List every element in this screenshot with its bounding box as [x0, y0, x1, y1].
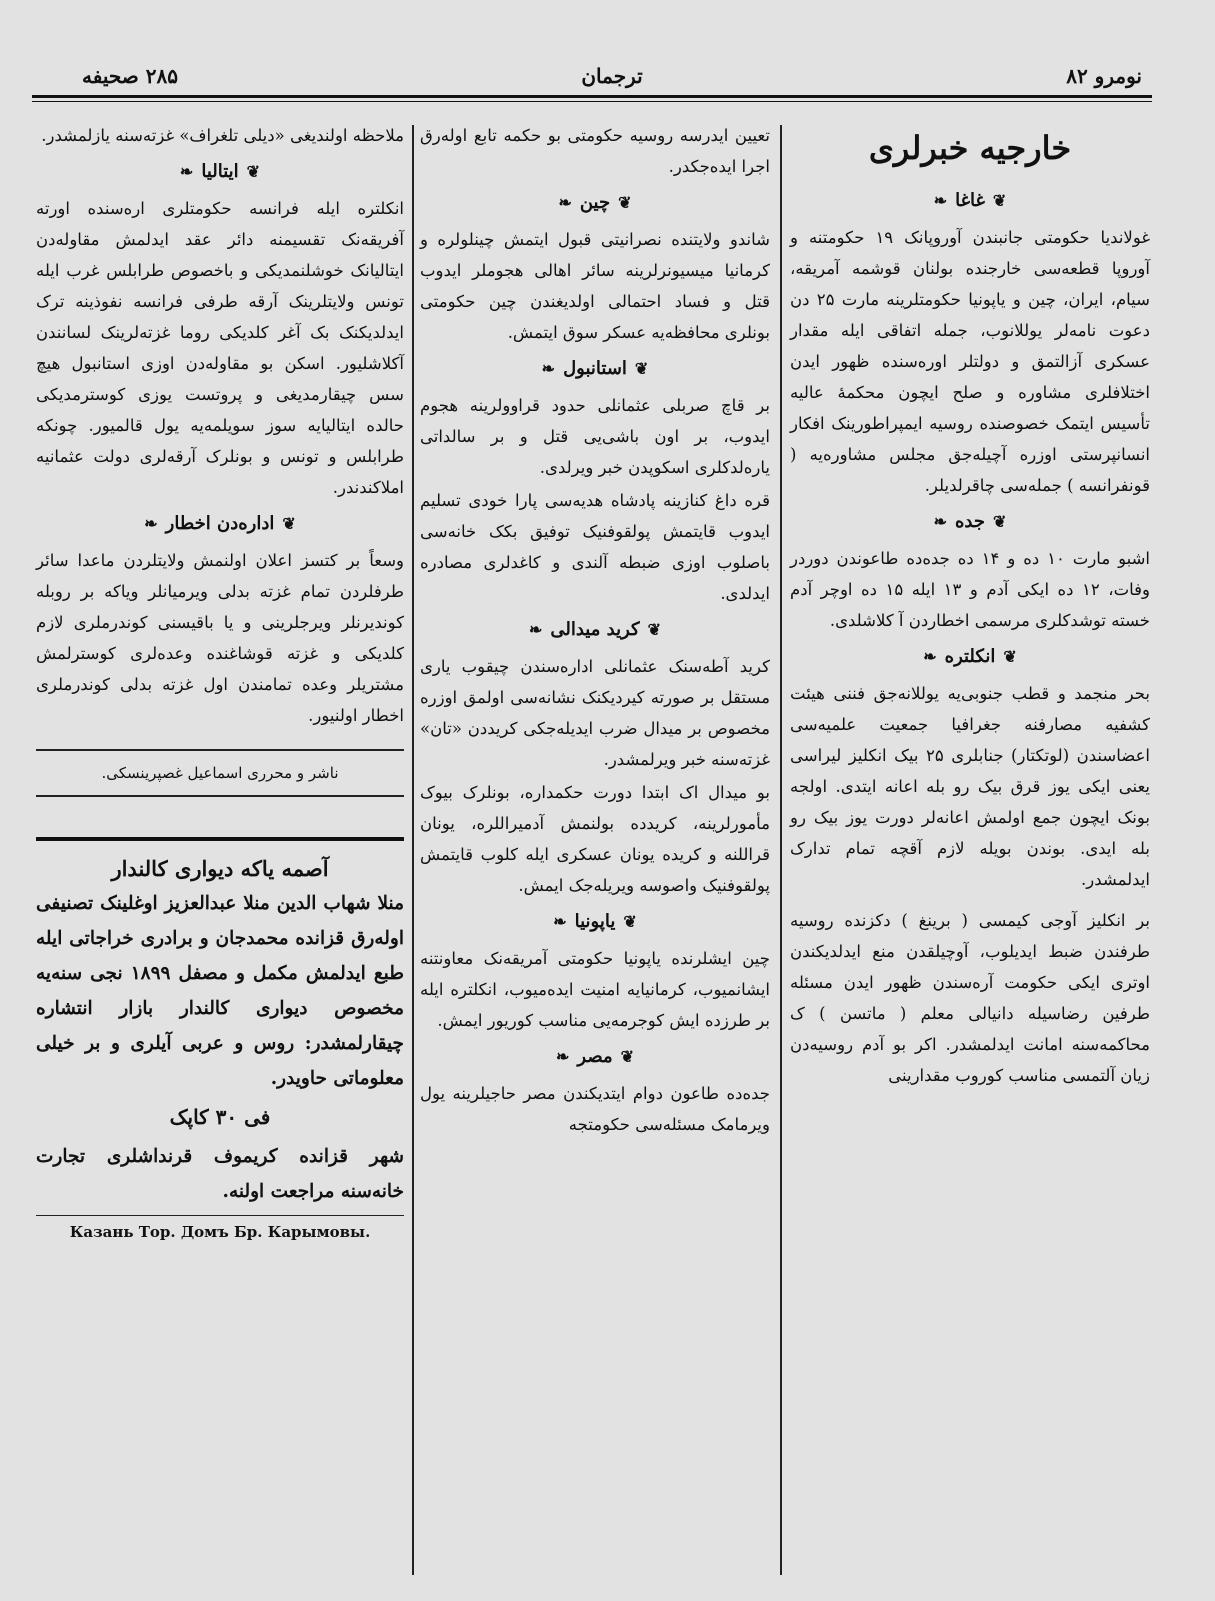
- paragraph: تعیین ایدرسه روسیه حکومتی بو حکمه تابع اوله‌رق اجرا ایده‌جکدر.: [420, 126, 770, 176]
- paragraph: کرید آطه‌سنک عثمانلی اداره‌سندن چیقوب یاری مستقل بر صورته کیردیکنک نشانه‌سی اولمق اوزره مخصوص بر میدال ضرب ایدیله‌جکی کریددن «تان» غزته‌سنه خبر ویرلمشدر.: [420, 657, 770, 769]
- ad-title: آصمه یاکه دیواری کالندار: [111, 856, 329, 881]
- paragraph: بحر منجمد و قطب جنوبی‌یه یوللانه‌جق فننی هیئت کشفیه مصارفنه جغرافیا جمعیت علمیه‌سی اعضاسندن (لوتکتار) جنابلری ۲۵ بیک انکلیز لیراسی یعنی ایکی یوز قرق بیک رو بله اعانه ایتدی. اولجه بونک ایچون جمع اولمش اعانه‌لر دورت یوز بیک رو بله ایدی. بوندن بویله لازم آقچه تمام تدارک ایدلمشدر.: [790, 684, 1151, 889]
- calendar-advertisement: [36, 837, 404, 1244]
- paragraph: ملاحظه اولندیغی «دیلی تلغراف» غزته‌سنه یازلمشدر.: [41, 126, 404, 145]
- section-title-china: ❦چین❧: [420, 188, 770, 218]
- header-rule-thin: [32, 101, 1152, 102]
- ornament-icon: ❦: [1003, 647, 1017, 666]
- paragraph: جده‌ده طاعون دوام ایتدیکندن مصر حاجیلرینه یول ویرمامک مسئله‌سی حکومتجه: [420, 1084, 770, 1134]
- ornament-icon: ❧: [553, 912, 567, 931]
- middle-column: [420, 120, 770, 1142]
- ornament-icon: ❦: [620, 1047, 634, 1066]
- paragraph: بو میدال اک ابتدا دورت حکمداره، بونلرک بیوک مأمورلرینه، کریدده بولنمش آدمیراللره، یونان قراللنه و کریده یونان عسکری ایله کلوب قایتمش پولقوفنیک واصوسه ویریله‌جک ایمش.: [420, 783, 770, 895]
- ad-price: فی ۳۰ کاپک: [169, 1105, 271, 1129]
- ornament-icon: ❧: [541, 359, 556, 378]
- ornament-icon: ❦: [618, 193, 632, 212]
- header-rule: [32, 95, 1152, 98]
- publisher-line: ناشر و محرری اسماعیل غصپرینسکی.: [36, 749, 404, 797]
- ornament-icon: ❧: [923, 647, 937, 666]
- section-title-crete-medal: ❦کرید میدالی❧: [420, 615, 770, 645]
- paragraph: قره داغ کنازینه پادشاه هدیه‌سی پارا خودی تسلیم ایدوب قایتمش پولقوفنیک توفیق بکک خانه‌سی باصلوب اوزی ضبطه آلندی و کاغدلری مصادره ایدلدی.: [420, 491, 770, 603]
- paragraph: اشبو مارت ۱۰ ده و ۱۴ ده جده‌ده طاعوندن دوردر وفات، ۱۲ ده ایکی آدم و ۱۳ ایله ۱۵ ده اوچر آدم خسته توشدکلری مرسمی اخطاردن آ کلاشلدی.: [790, 549, 1150, 630]
- column-divider-left: [412, 125, 414, 1575]
- ornament-icon: ❧: [933, 512, 947, 531]
- ad-body: منلا شهاب الدین منلا عبدالعزیز اوغلینک تصنیفی اوله‌رق قزانده محمدجان و برادری خراجاتی ایله طبع ایدلمش مکمل و مصفل ۱۸۹۹ نجی سنه‌یه مخصوص دیواری کالندار بازار انتشاره چیقارلمشدر: روس و عربی آیلری و بر خیلی معلوماتی حاویدر.: [36, 893, 404, 1089]
- ornament-icon: ❦: [647, 620, 662, 639]
- imprint-line: Казань Тор. Домъ Бр. Карымовы.: [36, 1215, 404, 1244]
- paragraph: شاندو ولایتنده نصرانیتی قبول ایتمش چینلولره و کرمانیا میسیونرلرینه سائر اهالی هجوملر ایدوب قتل و فساد احتمالی اولدیغندن چین حکومتی بونلری محافظه‌یه عسکر سوق ایتمش.: [420, 230, 770, 342]
- newspaper-name: ترجمان: [581, 64, 643, 88]
- ornament-icon: ❦: [993, 512, 1007, 531]
- ornament-icon: ❧: [556, 1047, 570, 1066]
- section-title-egypt: ❦مصر❧: [420, 1042, 770, 1072]
- paragraph: غولاندیا حکومتی جانبندن آوروپانک ۱۹ حکومتنه و آوروپا قطعه‌سی خارجنده بولنان قوشمه آمریقه، سیام، ایران، چین و یاپونیا حکومتلرینه مارت ۲۵ دن دعوت نامه‌لر یوللانوب، جمله اتفاقی ایله مقدار عسکری آزالتمق و دولتلر اوره‌سنده ظهور ایدن اختلافلری مشاوره و صلح ایچون محکمهٔ عالیه تأسیس ایتمک خصوصنده روسیه ایمپراطورینک افکار انسانپرستی اوزره آچیله‌جق مجلس مشاوره‌یه ( قونفرانسه ) جمله‌سی چاقرلدیلر.: [790, 228, 1150, 495]
- section-title-istanbul: ❦استانبول❧: [420, 354, 770, 384]
- ornament-icon: ❧: [558, 193, 572, 212]
- paragraph: وسعاً بر کتسز اعلان اولنمش ولایتلردن ماعدا سائر طرفلردن تمام غزته بدلی ویرمیانلر ویاکه بر روبله کوندیرنلر ویرجلرینی و یا باقیسنی کوندرملری لازم کلدیکی و غزته قوشاغنده وعده‌لری کوسترلمش مشتریلر وعده تمامندن اول غزته بدلی کوندرملری اخطار اولنیور.: [36, 551, 404, 725]
- ornament-icon: ❧: [528, 620, 543, 639]
- section-title-italy: ❦ایتالیا❧: [36, 157, 404, 187]
- paragraph: بر قاچ صربلی عثمانلی حدود قراوولرینه هجوم ایدوب، بر اون باشی‌یی قتل و بر سالداتی یاره‌لدکلری اسکوپدن خبر ویرلدی.: [420, 396, 770, 477]
- section-title-notice: ❦اداره‌دن اخطار❧: [36, 509, 404, 539]
- ornament-icon: ❧: [179, 162, 194, 181]
- paragraph: انکلتره ایله فرانسه حکومتلری اره‌سنده اورته آفریقه‌نک تقسیمنه دائر عقد ایدلمش مقاوله‌دن ایتالیانک خوشلنمدیکی و باخصوص طرابلس غرب ایله تونس ولایتلرینک آرقه طرفی فرانسه نفوذینه ترک ایدلدیکنک بک آغر کلدیکی روما غزته‌لرینک لسانندن آکلاشلیور. اسکن بو مقاوله‌دن اوزی استانبول هیچ سس چیقارمدیغی و پروتست یوزی کوسترمدیکی حالده ایتالیایه سوز سویلمه‌یه یول قالمیور. چونکه طرابلس و تونس و بونلرک آرقه‌لری دولت عثمانیه املاکندندر.: [36, 199, 404, 497]
- issue-number: نومرو ۸۲: [1066, 64, 1142, 88]
- paragraph: چین ایشلرنده یاپونیا حکومتی آمریقه‌نک معاونتنه ایشانمیوب، کرمانیایه امنیت ایده‌میوب، انکلتره ایله بر طرزده ایش کوجرمه‌یی مناسب کوریور ایمش.: [420, 949, 770, 1030]
- section-title-japan: ❦یاپونیا❧: [420, 907, 770, 937]
- ornament-icon: ❦: [992, 191, 1007, 210]
- column-divider-right: [780, 125, 782, 1575]
- right-column: [790, 120, 1150, 1093]
- section-title-jeddah: ❦جده❧: [790, 507, 1150, 537]
- page-number: ۲۸۵ صحیفه: [82, 64, 178, 88]
- ornament-icon: ❧: [933, 191, 948, 210]
- left-column: [36, 120, 404, 1244]
- ornament-icon: ❦: [623, 912, 637, 931]
- section-title-england: ❦انکلتره❧: [790, 642, 1150, 672]
- ornament-icon: ❦: [634, 359, 649, 378]
- foreign-news-title: خارجیه خبرلری: [868, 129, 1072, 167]
- ornament-icon: ❧: [144, 514, 158, 533]
- paragraph: بر انکلیز آوجی کیمسی ( برینغ ) دکزنده روسیه طرفندن ضبط ایدیلوب، آوچیلقدن منع ایدلدیکندن اوتری ایکی حکومت آره‌سندن ظهور ایدن مسئله طرفین رضاسیله دانیالی معلم ( ماتسن ) ک محاکمه‌سنه امانت ایدلمشدر. اکر بو آدم روسیه‌دن زیان آلتمسی مناسب کوروب مقدارینی: [790, 911, 1150, 1085]
- ad-footer: شهر قزانده کریموف قرنداشلری تجارت خانه‌سنه مراجعت اولنه.: [36, 1146, 404, 1202]
- ornament-icon: ❦: [246, 162, 261, 181]
- section-title-hague: ❦غاغا❧: [790, 186, 1150, 216]
- ornament-icon: ❦: [282, 514, 296, 533]
